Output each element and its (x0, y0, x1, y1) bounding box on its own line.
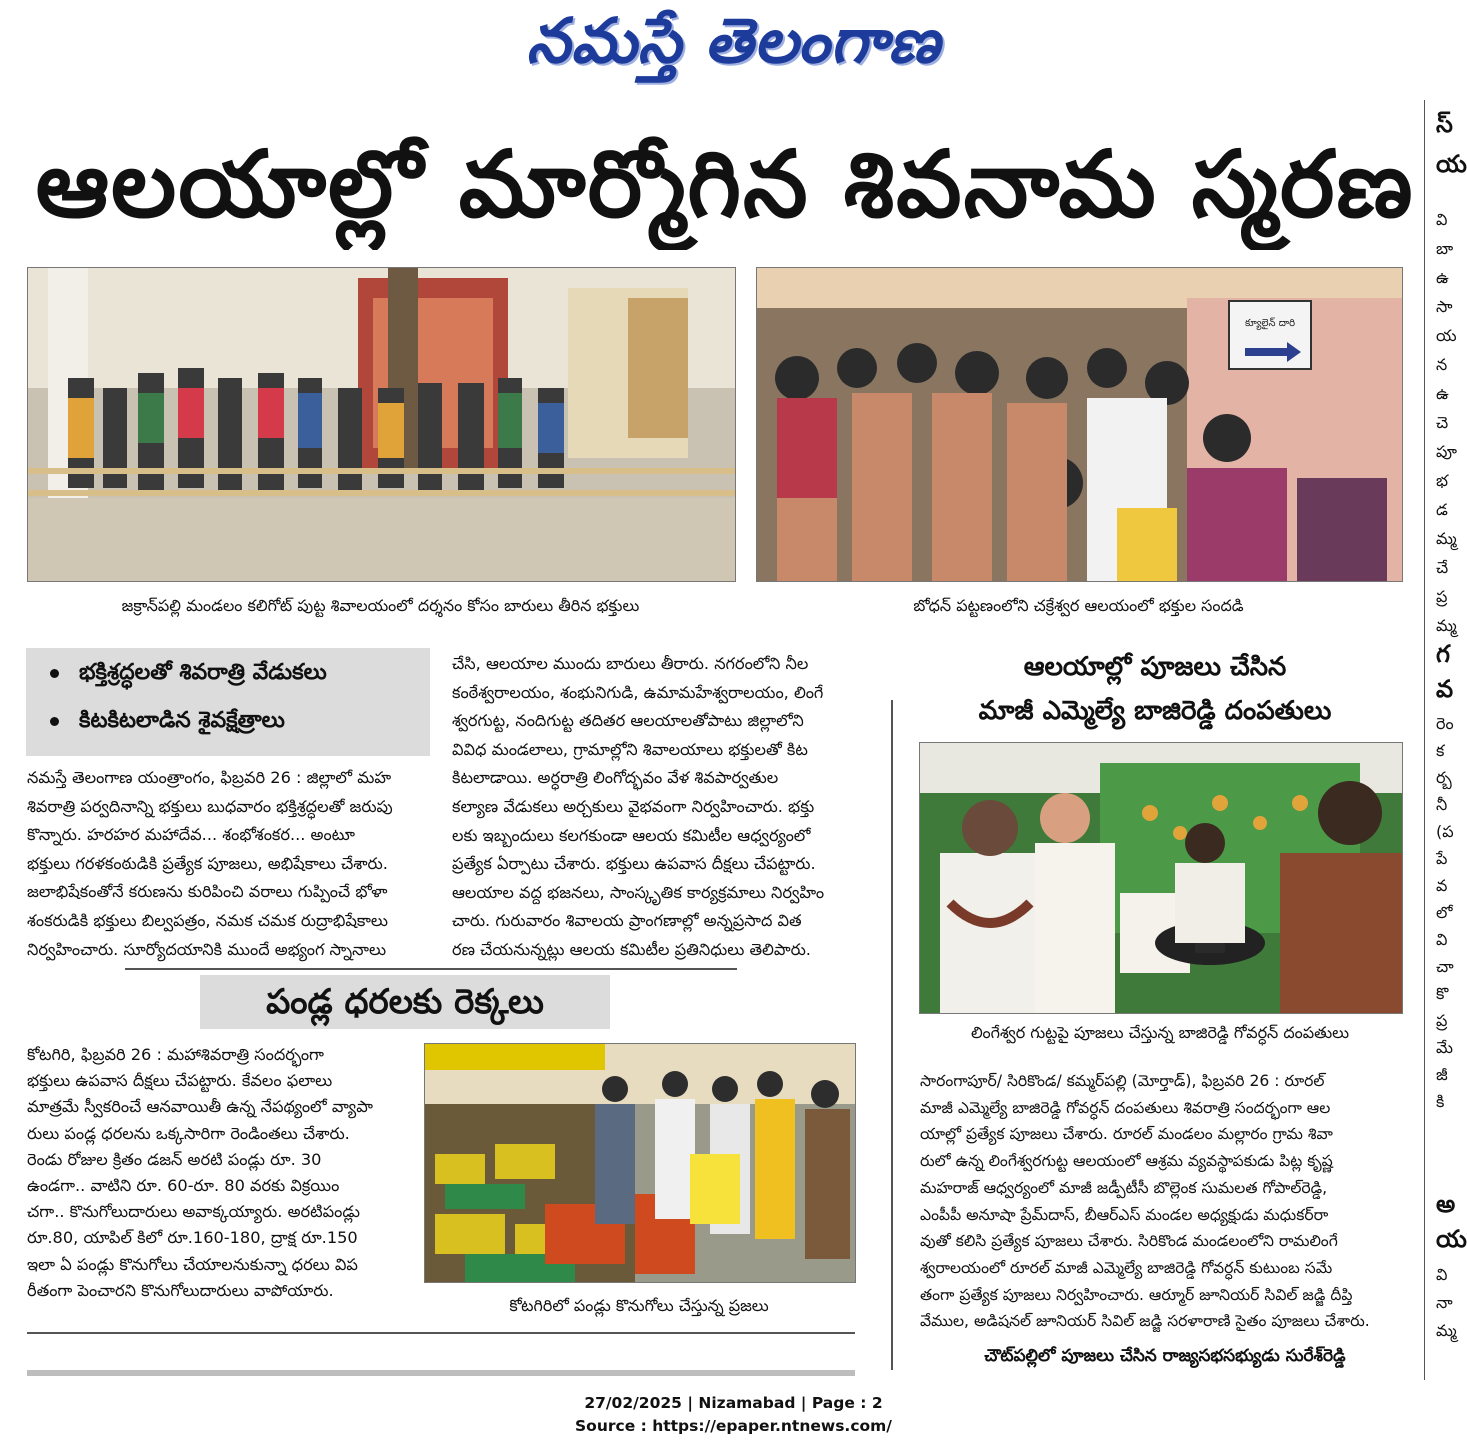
highlights-box (26, 648, 430, 756)
text-line: రులో ఉన్న లింగేశ్వరగుట్ట ఆలయంలో ఆశ్రమ వ్యవస్థాపకుడు పిట్ల కృష్ణ (920, 1152, 1333, 1171)
edge-char: స్ (1436, 110, 1453, 138)
text-line: జలాభిషేకంతోనే కరుణను కురిపించి వరాలు గుప్పించే భోళా (27, 882, 388, 902)
edge-char: జీ (1436, 1065, 1448, 1084)
text-line: లకు ఇబ్బందులు కలగకుండా ఆలయ కమిటీల ఆధ్వర్యంలో (452, 825, 811, 845)
edge-char: చె (1436, 413, 1449, 432)
masthead-title: నమస్తే తెలంగాణ (526, 4, 941, 77)
text-line: మాత్రమే స్వీకరించే ఆనవాయితీ ఉన్న నేపథ్యంలో వ్యాపా (27, 1097, 373, 1117)
text-line: రులు పండ్ల ధరలను ఒక్కసారిగా రెండింతలు చేశారు. (27, 1123, 350, 1143)
edge-divider (1424, 100, 1425, 1380)
column-divider (891, 700, 893, 1370)
text-line: భక్తులు ఉపవాస దీక్షలు చేపట్టారు. కేవలం ఫలాలు (27, 1071, 333, 1091)
text-line: ఎంపీపీ అనూషా ప్రేమ్‌దాస్, బీఆర్ఎస్ మండల అధ్యక్షుడు మధుకర్‌రా (920, 1205, 1329, 1224)
text-line: భక్తులు గరళకంఠుడికి ప్రత్యేక పూజలు, అభిషేకాలు చేశారు. (27, 853, 388, 873)
text-line: నిర్వహించారు. సూర్యోదయానికి ముందే అభ్యంగ స్నానాలు (27, 939, 387, 959)
edge-char: య (1436, 326, 1457, 345)
edge-char: మ్మ (1436, 616, 1457, 635)
text-line: ఆలయాల వద్ద భజనలు, సాంస్కృతిక కార్యక్రమాలు నిర్వహిం (452, 882, 825, 902)
story2-heading (905, 645, 1405, 733)
text-line: రీతంగా పెంచారని కొనుగోలుదారులు వాపోయారు. (27, 1280, 334, 1300)
edge-char: ప్ర (1436, 1011, 1448, 1030)
fruit-story-text (27, 1042, 409, 1304)
edge-char: నా (1436, 1293, 1453, 1312)
text-line: కోటగిరి, ఫిబ్రవరి 26 : మహాశివరాత్రి సందర్భంగా (27, 1045, 324, 1064)
text-line: చేసి, ఆలయాల ముందు బారులు తీరారు. నగరంలోని నీల (452, 654, 809, 673)
highlight-item: భక్తిశ్రద్ధలతో శివరాత్రి వేడుకలు (50, 660, 327, 690)
edge-char: వ (1436, 876, 1448, 895)
edge-char: మే (1436, 1038, 1453, 1057)
bullet-icon (50, 717, 59, 726)
edge-char: నీ (1436, 795, 1448, 814)
text-line: మహరాజ్ ఆధ్వర్యంలో మాజీ జడ్పీటీసీ బొల్లెంక సుమలత గోపాల్‌రెడ్డి, (920, 1178, 1328, 1197)
edge-char: భ (1436, 471, 1449, 490)
edge-char: లో (1436, 903, 1453, 922)
edge-char: బా (1436, 239, 1454, 258)
edge-char: య (1436, 1225, 1467, 1253)
edge-char: అ (1436, 1190, 1456, 1218)
text-line: శ్వరాలయంలో రూరల్ మాజీ ఎమ్మెల్యే బాజిరెడ్డి గోవర్ధన్ కుటుంబ సమే (920, 1258, 1333, 1277)
caption-fruit-market: కోటగిరిలో పండ్లు కొనుగోలు చేస్తున్న ప్రజలు (509, 1296, 769, 1315)
section-rule (125, 968, 737, 970)
text-line: రణ చేయనున్నట్లు ఆలయ కమిటీల ప్రతినిధులు తెలిపారు. (452, 939, 811, 959)
edge-char: డ (1436, 500, 1448, 519)
text-line: రెండు రోజుల క్రితం డజన్ అరటి పండ్లు రూ. 30 (27, 1149, 322, 1169)
text-line: శంకరుడికి భక్తులు బిల్వపత్రం, నమక చమక రుద్రాభిషేకాలు (27, 910, 388, 930)
edge-char: రెం (1436, 714, 1454, 733)
text-line: నమస్తే తెలంగాణ యంత్రాంగం, ఫిబ్రవరి 26 : జిల్లాలో మహ (27, 768, 392, 787)
edge-column (1436, 110, 1467, 1380)
footer-source-link[interactable]: Source : https://epaper.ntnews.com/ (575, 1417, 892, 1435)
edge-char: ఉ (1436, 268, 1449, 287)
text-line: శ్వరగుట్ట, నందిగుట్ట తదితర ఆలయాలతోపాటు జిల్లాలోని (452, 711, 804, 731)
caption-temple-puja: లింగేశ్వర గుట్టపై పూజలు చేస్తున్న బాజిరెడ్డి గోవర్ధన్ దంపతులు (970, 1023, 1350, 1042)
edge-char: (ప (1436, 822, 1454, 841)
story2-heading-line: మాజీ ఎమ్మెల్యే బాజిరెడ్డి దంపతులు (978, 696, 1332, 726)
text-line: వివిధ మండలాలు, గ్రామాల్లోని శివాలయాలు భక్తులతో కిట (452, 739, 808, 759)
text-line: కంఠేశ్వరాలయం, శంభునిగుడి, ఉమామహేశ్వరాలయం, లింగే (452, 682, 824, 702)
text-line: సారంగాపూర్/ సిరికొండ/ కమ్మర్‌పల్లి (మోర్తాడ్), ఫిబ్రవరి 26 : రూరల్ (920, 1072, 1325, 1090)
edge-char: గ (1436, 640, 1450, 668)
edge-char: ప్ర (1436, 587, 1448, 606)
edge-char: క (1436, 741, 1445, 760)
text-line: ఉండగా.. వాటిని రూ. 60-రూ. 80 వరకు విక్రయిం (27, 1176, 340, 1196)
edge-char: వ (1436, 675, 1454, 703)
edge-char: కొ (1436, 984, 1449, 1003)
photo-fruit-market (424, 1043, 856, 1283)
queue-sign-text: క్యూలైన్ దారి (1244, 318, 1296, 329)
edge-char: న (1436, 355, 1448, 374)
text-line: తంగా ప్రత్యేక పూజలు నిర్వహించారు. ఆర్మూర్ జూనియర్ సివిల్ జడ్జి దీప్తి (920, 1285, 1353, 1304)
text-line: శివరాత్రి పర్వదినాన్ని భక్తులు బుధవారం భక్తిశ్రద్ధలతో జరుపు (27, 796, 393, 816)
text-line: వుతో కలిసి ప్రత్యేక పూజలు చేశారు. సిరికొండ మండలంలోని రామలింగే (920, 1232, 1338, 1251)
story1-column2 (452, 650, 856, 965)
main-headline: ఆలయాల్లో మార్మోగిన శివనామ స్మరణ (35, 131, 1415, 238)
edge-char: మ్మ (1436, 1321, 1457, 1340)
text-line: చగా.. కొనుగోలుదారులు అవాక్కయ్యారు. అరటిపండ్లు (27, 1202, 360, 1222)
section-rule (27, 1332, 855, 1334)
edge-char: పూ (1436, 442, 1457, 461)
highlight-item: కిటకిటలాడిన శైవక్షేత్రాలు (50, 708, 285, 738)
footer-dateline: 27/02/2025 | Nizamabad | Page : 2 (584, 1394, 883, 1412)
text-line: ప్రత్యేక ఏర్పాటు చేశారు. భక్తులు ఉపవాస దీక్షలు చేపట్టారు. (452, 854, 816, 874)
edge-char: ర్బ (1436, 768, 1452, 787)
story2-teaser: చౌట్‌పల్లిలో పూజలు చేసిన రాజ్యసభసభ్యుడు సురేశ్‌రెడ్డి (984, 1346, 1346, 1366)
photo-queue-kalligot (27, 267, 736, 582)
photo-crowd-chakreshwara (756, 267, 1403, 582)
edge-char: చే (1436, 558, 1449, 577)
text-line: ఇలా ఏ పండ్లు కొనుగోలు చేయాలనుకున్నా ధరలు విప (27, 1254, 358, 1274)
edge-char: ఉ (1436, 384, 1449, 403)
edge-char: పే (1436, 849, 1448, 868)
bullet-icon (50, 669, 59, 678)
text-line: చారు. గురువారం శివాలయ ప్రాంగణాల్లో అన్నప్రసాద విత (452, 911, 802, 931)
story2-heading-line: ఆలయాల్లో పూజలు చేసిన (1023, 652, 1287, 682)
edge-char: చా (1436, 957, 1454, 976)
edge-char: మ్మ (1436, 529, 1457, 548)
bottom-band (27, 1370, 855, 1376)
edge-char: కి (1436, 1092, 1445, 1111)
masthead (0, 0, 1467, 90)
edge-char: వి (1436, 930, 1448, 949)
edge-char: వి (1436, 1265, 1448, 1284)
text-line: కిటలాడాయి. అర్ధరాత్రి లింగోద్భవం వేళ శివపార్వతుల (452, 768, 779, 788)
story2-text (920, 1068, 1402, 1335)
text-line: యాల్లో ప్రత్యేక పూజలు చేశారు. రూరల్ మండలం మల్లారం గ్రామ శివా (920, 1125, 1333, 1144)
fruit-story-heading: పండ్ల ధరలకు రెక్కలు (200, 975, 610, 1029)
text-line: రూ.80, యాపిల్ కిలో రూ.160-180, ద్రాక్ష రూ.150 (27, 1228, 358, 1248)
story1-column1 (27, 764, 429, 964)
edge-char: య (1436, 150, 1467, 178)
photo-temple-puja (919, 742, 1403, 1014)
text-line: మాజీ ఎమ్మెల్యే బాజిరెడ్డి గోవర్ధన్ దంపతులు శివరాత్రి సందర్భంగా ఆల (920, 1098, 1331, 1117)
caption-chakreshwara: బోధన్ పట్టణంలోని చక్రేశ్వర ఆలయంలో భక్తుల సందడి (913, 596, 1244, 615)
edge-char: సా (1436, 297, 1453, 316)
caption-kalligot: జక్రాన్‌పల్లి మండలం కలిగోట్ పుట్ట శివాలయంలో దర్శనం కోసం బారులు తీరిన భక్తులు (121, 596, 640, 615)
edge-char: వి (1436, 210, 1448, 229)
text-line: కల్యాణ వేడుకలు అర్చకులు వైభవంగా నిర్వహించారు. భక్తు (452, 796, 815, 816)
text-line: వేముల, అడిషనల్ జూనియర్ సివిల్ జడ్జి సరళారాణి సైతం పూజలు చేశారు. (920, 1312, 1370, 1331)
text-line: కొన్నారు. హరహర మహాదేవ... శంభోశంకర... అంటూ (27, 825, 355, 845)
